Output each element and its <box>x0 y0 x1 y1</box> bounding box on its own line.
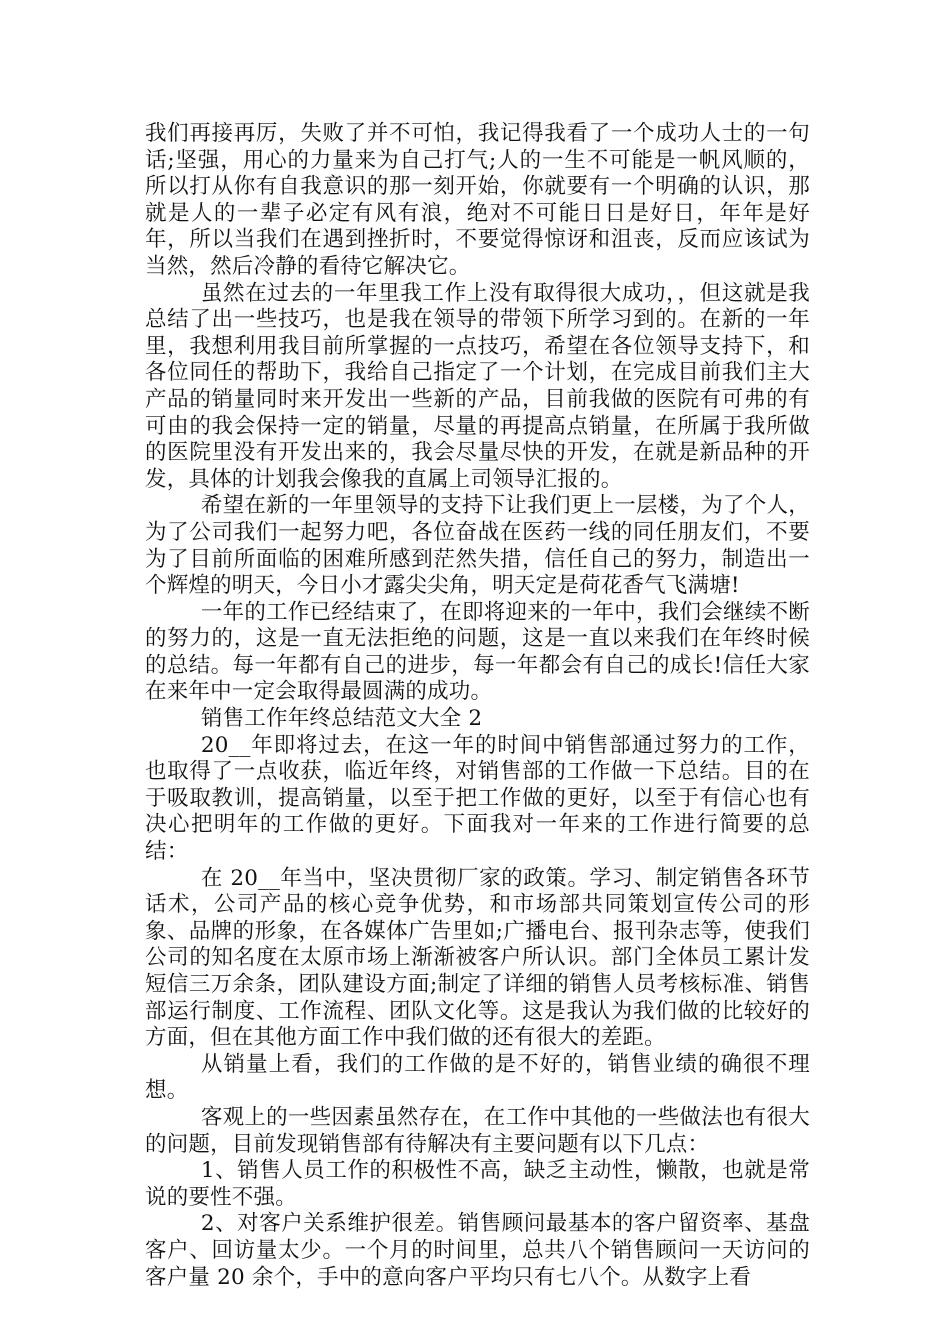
document-body <box>145 121 810 1291</box>
paragraph: 一年的工作已经结束了，在即将迎来的一年中，我们会继续不断的努力的，这是一直无法拒绝的问题，这是一直以来我们在年终时候的总结。每一年都有自己的进步，每一年都会有自己的成长!信任大家在来年中一定会取得最圆满的成功。 <box>145 599 810 705</box>
paragraph: 20__年即将过去，在这一年的时间中销售部通过努力的工作，也取得了一点收获，临近年终，对销售部的工作做一下总结。目的在于吸取教训，提高销量，以至于把工作做的更好，以至于有信心也有决心把明年的工作做的更好。下面我对一年来的工作进行简要的总结： <box>145 732 810 865</box>
paragraph: 希望在新的一年里领导的支持下让我们更上一层楼，为了个人，为了公司我们一起努力吧，各位奋战在医药一线的同任朋友们，不要为了目前所面临的困难所感到茫然失措，信任自己的努力，制造出一个辉煌的明天，今日小才露尖尖角，明天定是荷花香气飞满塘! <box>145 493 810 599</box>
paragraph: 虽然在过去的一年里我工作上没有取得很大成功，，但这就是我总结了出一些技巧，也是我在领导的带领下所学习到的。在新的一年里，我想利用我目前所掌握的一点技巧，希望在各位领导支持下，和各位同任的帮助下，我给自己指定了一个计划，在完成目前我们主大产品的销量同时来开发出一些新的产品，目前我做的医院有可弗的有可由的我会保持一定的销量，尽量的再提高点销量，在所属于我所做的医院里没有开发出来的，我会尽量尽快的开发，在就是新品种的开发，具体的计划我会像我的直属上司领导汇报的。 <box>145 280 810 492</box>
paragraph: 1、销售人员工作的积极性不高，缺乏主动性，懒散，也就是常说的要性不强。 <box>145 1158 810 1210</box>
paragraph: 我们再接再厉，失败了并不可怕，我记得我看了一个成功人士的一句话;坚强，用心的力量来为自己打气;人的一生不可能是一帆风顺的，所以打从你有自我意识的那一刻开始，你就要有一个明确的认识，那就是人的一辈子必定有风有浪，绝对不可能日日是好日，年年是好年，所以当我们在遇到挫折时，不要觉得惊讶和沮丧，反而应该试为当然，然后冷静的看待它解决它。 <box>145 121 810 279</box>
paragraph: 从销量上看，我们的工作做的是不好的，销售业绩的确很不理想。 <box>145 1051 810 1104</box>
paragraph: 在 20__年当中，坚决贯彻厂家的政策。学习、制定销售各环节话术，公司产品的核心竞争优势，和市场部共同策划宣传公司的形象、品牌的形象，在各媒体广告里如;广播电台、报刊杂志等，使我们公司的知名度在太原市场上渐渐被客户所认识。部门全体员工累计发短信三万余条，团队建设方面;制定了详细的销售人员考核标准、销售部运行制度、工作流程、团队文化等。这是我认为我们做的比较好的方面，但在其他方面工作中我们做的还有很大的差距。 <box>145 865 810 1051</box>
section-title: 销售工作年终总结范文大全 2 <box>200 706 483 732</box>
paragraph: 2、对客户关系维护很差。销售顾问最基本的客户留资率、基盘客户、回访量太少。一个月的时间里，总共八个销售顾问一天访问的客户量 20 余个，手中的意向客户平均只有七八个。从数字上看 <box>145 1211 810 1290</box>
paragraph: 客观上的一些因素虽然存在，在工作中其他的一些做法也有很大的问题，目前发现销售部有待解决有主要问题有以下几点： <box>145 1104 810 1157</box>
